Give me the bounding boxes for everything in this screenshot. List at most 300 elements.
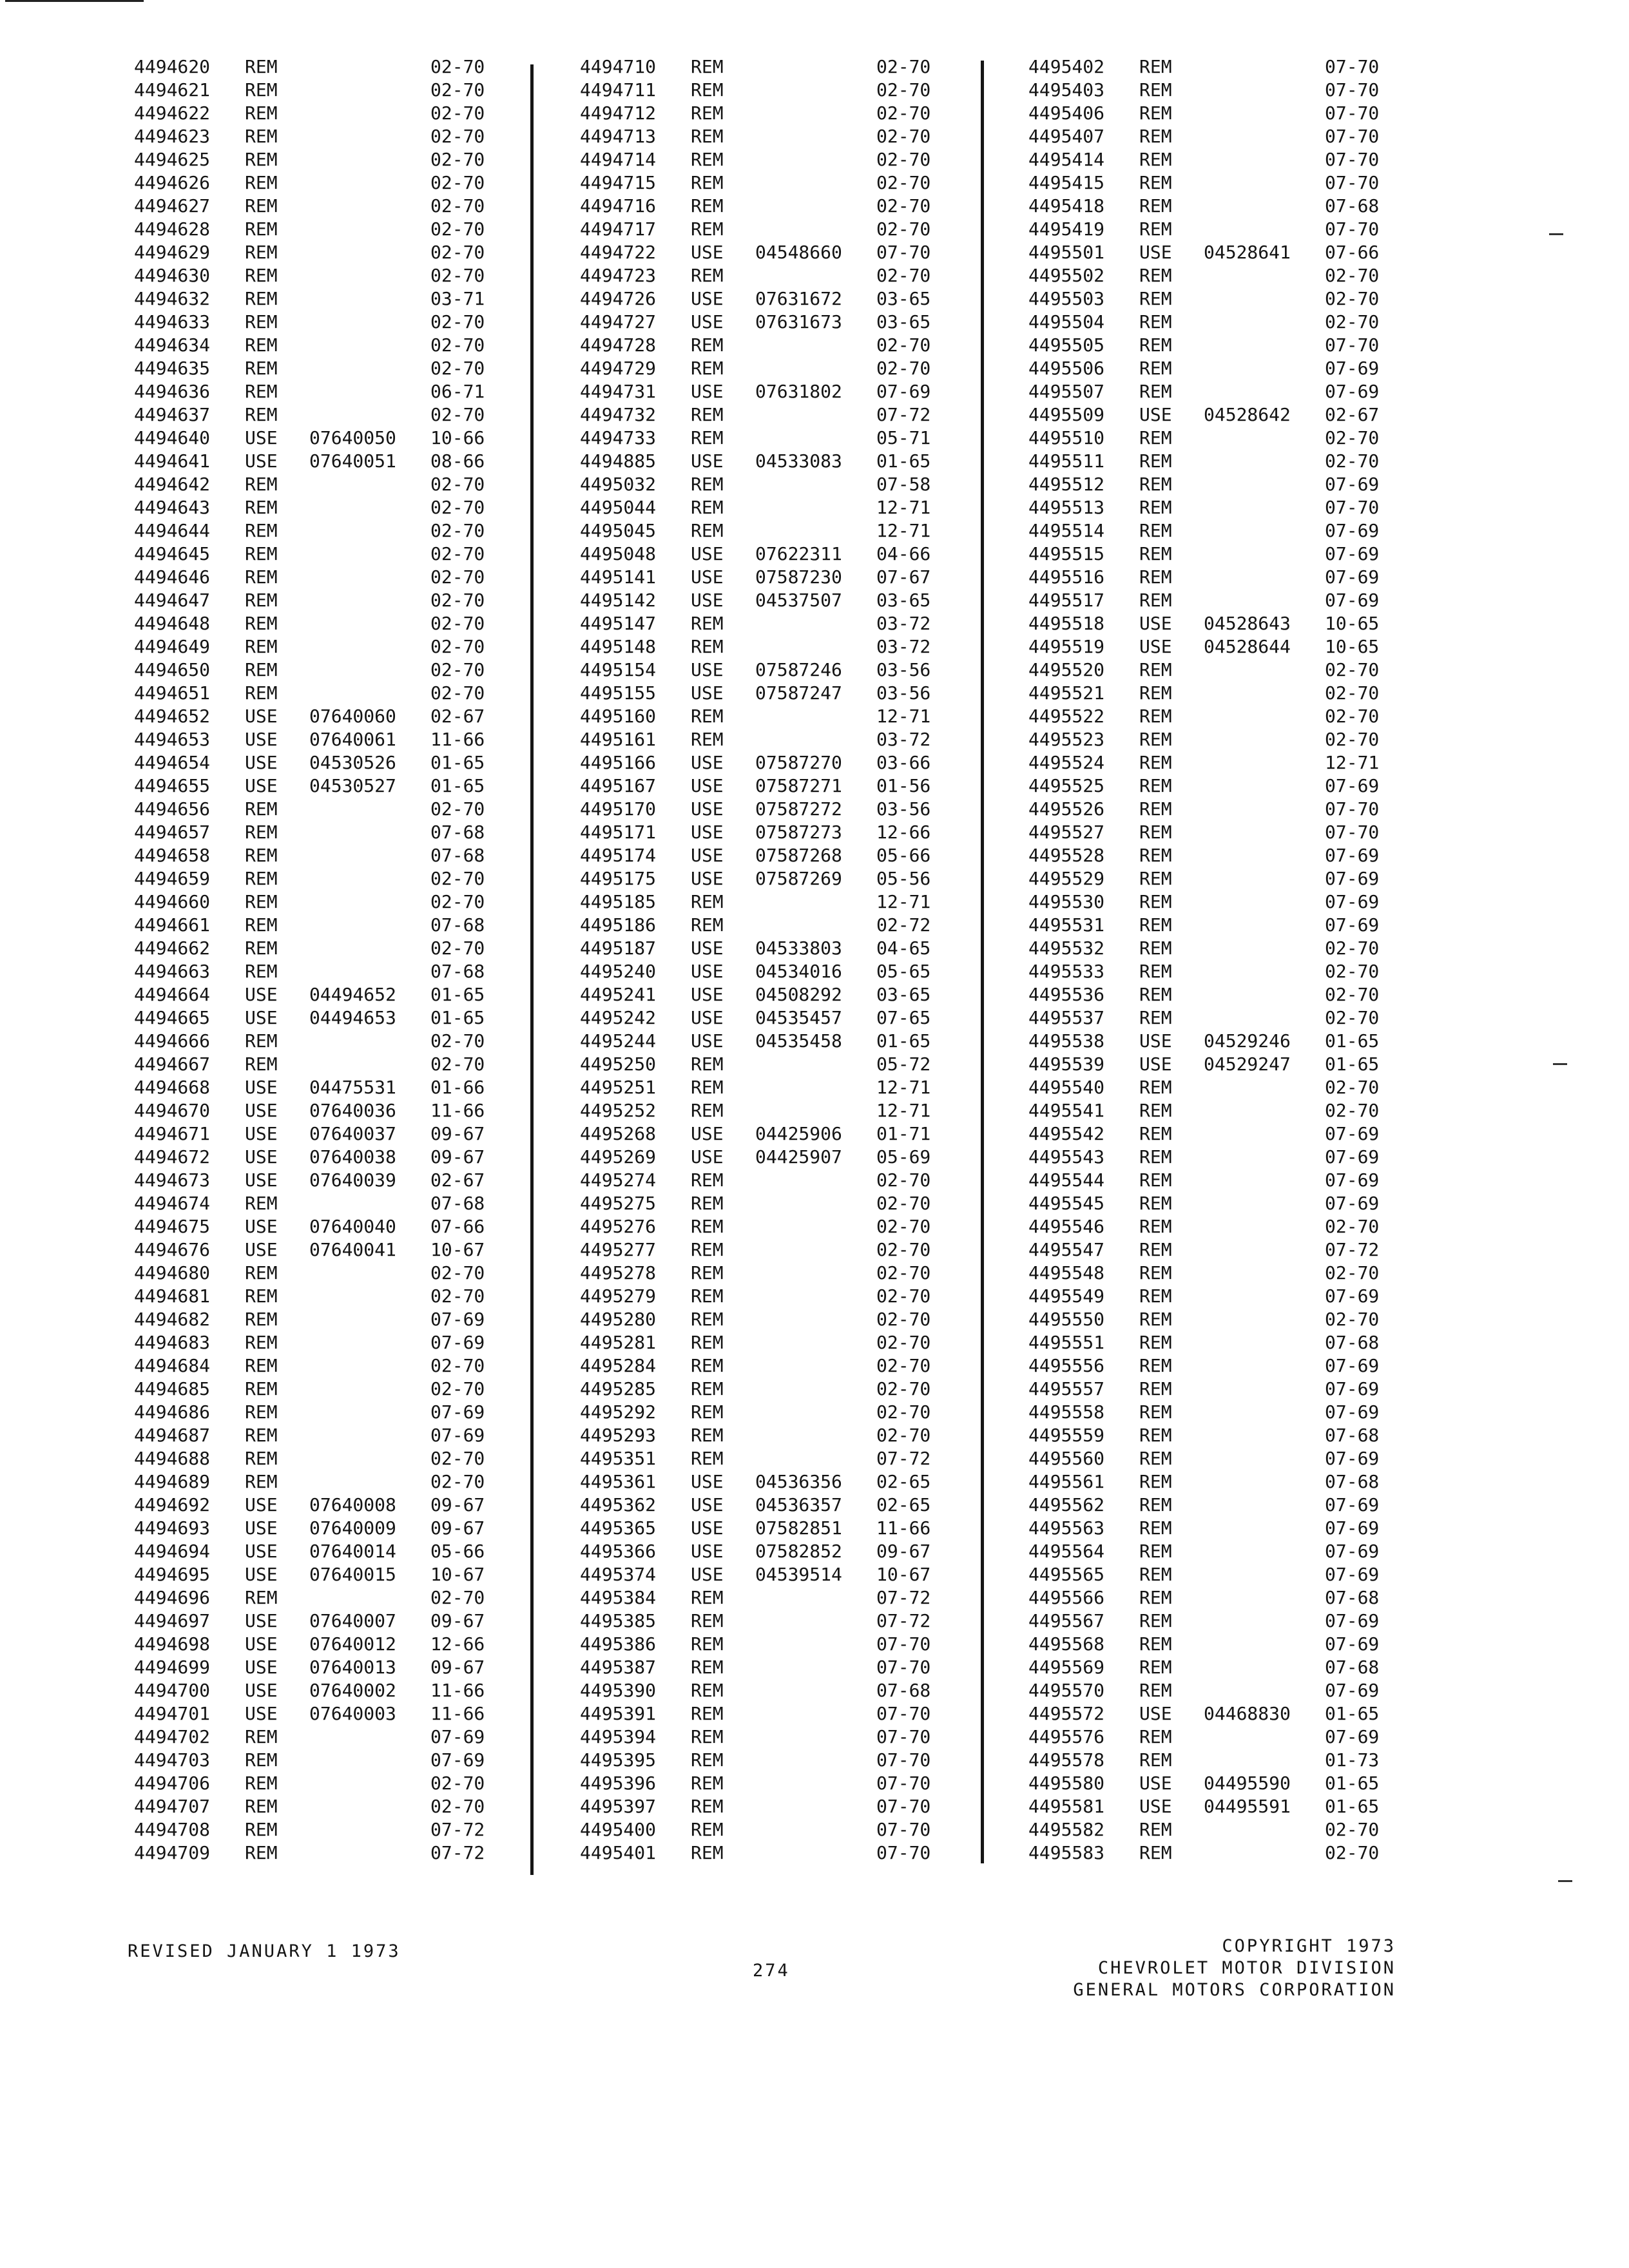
change-date: 01-65	[430, 1007, 485, 1028]
part-number: 4495397	[580, 1796, 657, 1817]
status-code: REM	[245, 566, 278, 588]
status-code: REM	[1139, 1193, 1172, 1214]
replacement-number: 07587271	[755, 775, 842, 796]
status-code: REM	[691, 1796, 724, 1817]
change-date: 02-70	[876, 79, 931, 101]
part-number: 4495281	[580, 1332, 657, 1353]
status-code: REM	[691, 891, 724, 912]
status-code: REM	[691, 102, 724, 124]
part-number: 4495161	[580, 729, 657, 750]
change-date: 07-69	[1325, 1541, 1380, 1562]
part-number: 4495175	[580, 868, 657, 889]
change-date: 02-70	[876, 102, 931, 124]
part-number: 4494715	[580, 172, 657, 193]
change-date: 07-69	[1325, 520, 1380, 541]
part-number: 4495280	[580, 1309, 657, 1330]
status-code: REM	[691, 334, 724, 356]
part-number: 4495242	[580, 1007, 657, 1028]
status-code: REM	[1139, 497, 1172, 518]
part-number: 4495501	[1028, 242, 1105, 263]
part-number: 4495400	[580, 1819, 657, 1840]
change-date: 02-70	[430, 102, 485, 124]
corporation-line: GENERAL MOTORS CORPORATION	[1073, 1980, 1396, 2000]
status-code: REM	[691, 149, 724, 170]
replacement-number: 04533083	[755, 450, 842, 472]
part-number: 4494685	[134, 1378, 211, 1399]
replacement-number: 04539514	[755, 1564, 842, 1585]
change-date: 02-72	[876, 914, 931, 936]
status-code: REM	[1139, 1842, 1172, 1863]
replacement-number: 04425907	[755, 1146, 842, 1168]
part-number: 4494645	[134, 543, 211, 564]
status-code: REM	[691, 1680, 724, 1701]
status-code: REM	[691, 126, 724, 147]
status-code: REM	[691, 636, 724, 657]
part-number: 4494670	[134, 1100, 211, 1121]
status-code: REM	[245, 613, 278, 634]
status-code: REM	[1139, 1401, 1172, 1423]
replacement-number: 04535458	[755, 1030, 842, 1052]
change-date: 12-71	[876, 706, 931, 727]
replacement-number: 07587230	[755, 566, 842, 588]
part-number: 4495529	[1028, 868, 1105, 889]
status-code: REM	[1139, 1378, 1172, 1399]
status-code: REM	[245, 1053, 278, 1075]
replacement-number: 07582852	[755, 1541, 842, 1562]
part-number: 4494729	[580, 358, 657, 379]
status-code: REM	[245, 891, 278, 912]
part-number: 4495292	[580, 1401, 657, 1423]
change-date: 07-70	[1325, 126, 1380, 147]
status-code: REM	[1139, 358, 1172, 379]
status-code: REM	[1139, 822, 1172, 843]
part-number: 4495044	[580, 497, 657, 518]
part-number: 4494653	[134, 729, 211, 750]
change-date: 07-69	[1325, 1401, 1380, 1423]
status-code: REM	[1139, 334, 1172, 356]
change-date: 02-70	[430, 242, 485, 263]
change-date: 01-65	[1325, 1030, 1380, 1052]
part-number: 4495519	[1028, 636, 1105, 657]
status-code: USE	[691, 961, 724, 982]
change-date: 09-67	[430, 1494, 485, 1515]
part-number: 4495582	[1028, 1819, 1105, 1840]
copyright-line: COPYRIGHT 1973	[1222, 1936, 1396, 1956]
part-number: 4494697	[134, 1610, 211, 1631]
status-code: REM	[691, 358, 724, 379]
change-date: 07-69	[1325, 543, 1380, 564]
part-number: 4495568	[1028, 1633, 1105, 1655]
part-number: 4495544	[1028, 1169, 1105, 1191]
status-code: USE	[245, 752, 278, 773]
replacement-number: 07640008	[309, 1494, 396, 1515]
part-number: 4494701	[134, 1703, 211, 1724]
part-number: 4495362	[580, 1494, 657, 1515]
part-number: 4494694	[134, 1541, 211, 1562]
change-date: 02-70	[876, 1309, 931, 1330]
change-date: 02-70	[430, 590, 485, 611]
replacement-number: 07640009	[309, 1517, 396, 1539]
status-code: USE	[1139, 242, 1172, 263]
change-date: 07-70	[876, 1773, 931, 1794]
change-date: 07-70	[876, 242, 931, 263]
part-number: 4495548	[1028, 1262, 1105, 1283]
status-code: REM	[691, 1262, 724, 1283]
part-number: 4495142	[580, 590, 657, 611]
part-number: 4495540	[1028, 1077, 1105, 1098]
status-code: REM	[1139, 891, 1172, 912]
status-code: REM	[1139, 961, 1172, 982]
change-date: 12-71	[876, 1077, 931, 1098]
change-date: 11-66	[430, 729, 485, 750]
status-code: USE	[1139, 636, 1172, 657]
status-code: REM	[245, 868, 278, 889]
part-number: 4495275	[580, 1193, 657, 1214]
replacement-number: 07640050	[309, 427, 396, 448]
part-number: 4495549	[1028, 1285, 1105, 1307]
status-code: REM	[691, 79, 724, 101]
top-edge-line	[5, 0, 144, 2]
change-date: 07-69	[1325, 868, 1380, 889]
replacement-number: 04475531	[309, 1077, 396, 1098]
status-code: REM	[1139, 1100, 1172, 1121]
change-date: 07-69	[1325, 590, 1380, 611]
part-number: 4494665	[134, 1007, 211, 1028]
change-date: 07-70	[1325, 218, 1380, 240]
change-date: 07-70	[876, 1819, 931, 1840]
change-date: 02-70	[430, 195, 485, 216]
change-date: 07-69	[1325, 1355, 1380, 1376]
part-number: 4495522	[1028, 706, 1105, 727]
status-code: REM	[1139, 1216, 1172, 1237]
status-code: REM	[1139, 56, 1172, 77]
revised-date: REVISED JANUARY 1 1973	[128, 1941, 401, 1961]
status-code: USE	[245, 1007, 278, 1028]
status-code: REM	[1139, 845, 1172, 866]
status-code: USE	[691, 984, 724, 1005]
change-date: 12-71	[876, 520, 931, 541]
part-number: 4494709	[134, 1842, 211, 1863]
status-code: REM	[691, 1657, 724, 1678]
part-number: 4495160	[580, 706, 657, 727]
part-number: 4495048	[580, 543, 657, 564]
replacement-number: 04530527	[309, 775, 396, 796]
status-code: REM	[691, 1842, 724, 1863]
change-date: 02-70	[430, 1587, 485, 1608]
part-number: 4495394	[580, 1726, 657, 1747]
part-number: 4494659	[134, 868, 211, 889]
change-date: 07-68	[1325, 1657, 1380, 1678]
part-number: 4495528	[1028, 845, 1105, 866]
part-number: 4494656	[134, 798, 211, 820]
status-code: REM	[691, 1053, 724, 1075]
change-date: 08-66	[430, 450, 485, 472]
part-number: 4494707	[134, 1796, 211, 1817]
change-date: 01-65	[430, 984, 485, 1005]
replacement-number: 07582851	[755, 1517, 842, 1539]
status-code: USE	[691, 659, 724, 680]
change-date: 02-70	[876, 149, 931, 170]
change-date: 10-65	[1325, 613, 1380, 634]
status-code: USE	[691, 1471, 724, 1492]
status-code: USE	[1139, 404, 1172, 425]
change-date: 02-70	[430, 1378, 485, 1399]
status-code: REM	[245, 1030, 278, 1052]
status-code: REM	[691, 1239, 724, 1260]
part-number: 4495511	[1028, 450, 1105, 472]
part-number: 4494672	[134, 1146, 211, 1168]
change-date: 02-70	[876, 1401, 931, 1423]
replacement-number: 04530526	[309, 752, 396, 773]
change-date: 11-66	[430, 1100, 485, 1121]
status-code: REM	[1139, 798, 1172, 820]
replacement-number: 04425906	[755, 1123, 842, 1144]
part-number: 4494627	[134, 195, 211, 216]
change-date: 07-69	[430, 1309, 485, 1330]
status-code: REM	[1139, 381, 1172, 402]
part-number: 4494703	[134, 1749, 211, 1771]
change-date: 01-65	[1325, 1053, 1380, 1075]
change-date: 07-69	[1325, 891, 1380, 912]
status-code: REM	[245, 1471, 278, 1492]
part-number: 4495185	[580, 891, 657, 912]
status-code: REM	[691, 1193, 724, 1214]
replacement-number: 04528644	[1204, 636, 1291, 657]
change-date: 01-65	[430, 752, 485, 773]
part-number: 4494698	[134, 1633, 211, 1655]
status-code: REM	[1139, 1332, 1172, 1353]
change-date: 02-70	[876, 334, 931, 356]
part-number: 4494622	[134, 102, 211, 124]
replacement-number: 04528641	[1204, 242, 1291, 263]
replacement-number: 07640060	[309, 706, 396, 727]
part-number: 4494723	[580, 265, 657, 286]
column-divider-1	[530, 64, 534, 1875]
replacement-number: 07640015	[309, 1564, 396, 1585]
status-code: USE	[691, 937, 724, 959]
status-code: USE	[691, 450, 724, 472]
part-number: 4494654	[134, 752, 211, 773]
status-code: REM	[245, 1332, 278, 1353]
part-number: 4495366	[580, 1541, 657, 1562]
status-code: USE	[691, 682, 724, 704]
status-code: USE	[245, 1517, 278, 1539]
change-date: 02-70	[876, 172, 931, 193]
part-number: 4495387	[580, 1657, 657, 1678]
status-code: REM	[1139, 775, 1172, 796]
part-number: 4494626	[134, 172, 211, 193]
status-code: REM	[245, 1401, 278, 1423]
part-number: 4495174	[580, 845, 657, 866]
change-date: 02-70	[430, 172, 485, 193]
change-date: 02-70	[1325, 961, 1380, 982]
change-date: 03-65	[876, 288, 931, 309]
part-number: 4495167	[580, 775, 657, 796]
change-date: 07-69	[1325, 1378, 1380, 1399]
status-code: REM	[1139, 1633, 1172, 1655]
change-date: 05-71	[876, 427, 931, 448]
change-date: 03-72	[876, 729, 931, 750]
change-date: 02-70	[876, 1332, 931, 1353]
part-number: 4495563	[1028, 1517, 1105, 1539]
part-number: 4494675	[134, 1216, 211, 1237]
change-date: 01-65	[1325, 1796, 1380, 1817]
change-date: 07-68	[1325, 1587, 1380, 1608]
status-code: REM	[691, 1355, 724, 1376]
replacement-number: 04536356	[755, 1471, 842, 1492]
part-number: 4495542	[1028, 1123, 1105, 1144]
change-date: 07-68	[1325, 195, 1380, 216]
status-code: REM	[691, 1378, 724, 1399]
part-number: 4495551	[1028, 1332, 1105, 1353]
status-code: REM	[245, 682, 278, 704]
change-date: 02-70	[1325, 1216, 1380, 1237]
change-date: 02-70	[430, 636, 485, 657]
status-code: REM	[1139, 868, 1172, 889]
status-code: USE	[691, 1146, 724, 1168]
part-number: 4495538	[1028, 1030, 1105, 1052]
status-code: REM	[1139, 1819, 1172, 1840]
status-code: REM	[245, 1726, 278, 1747]
change-date: 07-70	[1325, 798, 1380, 820]
status-code: REM	[245, 381, 278, 402]
replacement-number: 04536357	[755, 1494, 842, 1515]
status-code: REM	[245, 404, 278, 425]
replacement-number: 07640013	[309, 1657, 396, 1678]
part-number: 4495251	[580, 1077, 657, 1098]
status-code: REM	[1139, 1285, 1172, 1307]
change-date: 05-66	[430, 1541, 485, 1562]
change-date: 07-70	[876, 1633, 931, 1655]
status-code: REM	[1139, 706, 1172, 727]
part-number: 4495284	[580, 1355, 657, 1376]
status-code: REM	[245, 961, 278, 982]
change-date: 02-70	[430, 891, 485, 912]
replacement-number: 07640037	[309, 1123, 396, 1144]
change-date: 03-65	[876, 311, 931, 332]
change-date: 02-70	[430, 1796, 485, 1817]
status-code: REM	[245, 937, 278, 959]
change-date: 02-70	[1325, 1007, 1380, 1028]
part-number: 4494671	[134, 1123, 211, 1144]
status-code: REM	[1139, 1657, 1172, 1678]
change-date: 02-70	[876, 218, 931, 240]
change-date: 02-70	[876, 1378, 931, 1399]
status-code: REM	[1139, 1262, 1172, 1283]
part-number: 4495581	[1028, 1796, 1105, 1817]
replacement-number: 07640041	[309, 1239, 396, 1260]
status-code: USE	[245, 1610, 278, 1631]
status-code: REM	[1139, 172, 1172, 193]
change-date: 07-69	[1325, 845, 1380, 866]
part-number: 4495502	[1028, 265, 1105, 286]
part-number: 4494687	[134, 1425, 211, 1446]
status-code: USE	[245, 729, 278, 750]
replacement-number: 07640012	[309, 1633, 396, 1655]
status-code: USE	[691, 1030, 724, 1052]
replacement-number: 07640040	[309, 1216, 396, 1237]
change-date: 02-70	[430, 798, 485, 820]
part-number: 4495503	[1028, 288, 1105, 309]
margin-tick-mark	[1558, 1880, 1572, 1882]
status-code: REM	[691, 1587, 724, 1608]
status-code: REM	[691, 404, 724, 425]
change-date: 02-70	[1325, 659, 1380, 680]
change-date: 02-70	[1325, 729, 1380, 750]
change-date: 10-67	[876, 1564, 931, 1585]
replacement-number: 07640061	[309, 729, 396, 750]
part-number: 4495565	[1028, 1564, 1105, 1585]
change-date: 07-72	[430, 1819, 485, 1840]
change-date: 07-72	[876, 1610, 931, 1631]
status-code: REM	[245, 798, 278, 820]
status-code: USE	[245, 450, 278, 472]
part-number: 4495557	[1028, 1378, 1105, 1399]
status-code: USE	[1139, 1053, 1172, 1075]
change-date: 07-69	[1325, 1494, 1380, 1515]
part-number: 4494727	[580, 311, 657, 332]
status-code: REM	[1139, 1355, 1172, 1376]
change-date: 02-70	[430, 358, 485, 379]
status-code: REM	[1139, 79, 1172, 101]
status-code: REM	[245, 1773, 278, 1794]
status-code: REM	[1139, 984, 1172, 1005]
part-number: 4494681	[134, 1285, 211, 1307]
part-number: 4494726	[580, 288, 657, 309]
change-date: 03-65	[876, 984, 931, 1005]
status-code: REM	[691, 1726, 724, 1747]
change-date: 05-69	[876, 1146, 931, 1168]
part-number: 4495504	[1028, 311, 1105, 332]
change-date: 07-68	[430, 822, 485, 843]
status-code: USE	[691, 798, 724, 820]
status-code: REM	[245, 1819, 278, 1840]
replacement-number: 04529247	[1204, 1053, 1291, 1075]
part-number: 4494658	[134, 845, 211, 866]
status-code: REM	[245, 1309, 278, 1330]
change-date: 02-70	[876, 1285, 931, 1307]
part-number: 4494628	[134, 218, 211, 240]
change-date: 02-70	[430, 520, 485, 541]
part-number: 4494643	[134, 497, 211, 518]
part-number: 4494637	[134, 404, 211, 425]
replacement-number: 07640002	[309, 1680, 396, 1701]
change-date: 11-66	[430, 1680, 485, 1701]
change-date: 02-67	[1325, 404, 1380, 425]
status-code: USE	[245, 1541, 278, 1562]
part-number: 4495187	[580, 937, 657, 959]
replacement-number: 07640039	[309, 1169, 396, 1191]
replacement-number: 04494653	[309, 1007, 396, 1028]
change-date: 02-70	[430, 659, 485, 680]
part-number: 4494651	[134, 682, 211, 704]
part-number: 4495241	[580, 984, 657, 1005]
change-date: 07-69	[1325, 1169, 1380, 1191]
change-date: 07-69	[1325, 1123, 1380, 1144]
part-number: 4495406	[1028, 102, 1105, 124]
part-number: 4494635	[134, 358, 211, 379]
change-date: 07-69	[1325, 1726, 1380, 1747]
part-number: 4495365	[580, 1517, 657, 1539]
change-date: 07-58	[876, 474, 931, 495]
status-code: REM	[245, 1796, 278, 1817]
part-number: 4494717	[580, 218, 657, 240]
status-code: USE	[691, 381, 724, 402]
change-date: 02-70	[430, 126, 485, 147]
status-code: USE	[245, 1239, 278, 1260]
change-date: 07-68	[1325, 1332, 1380, 1353]
status-code: USE	[691, 868, 724, 889]
